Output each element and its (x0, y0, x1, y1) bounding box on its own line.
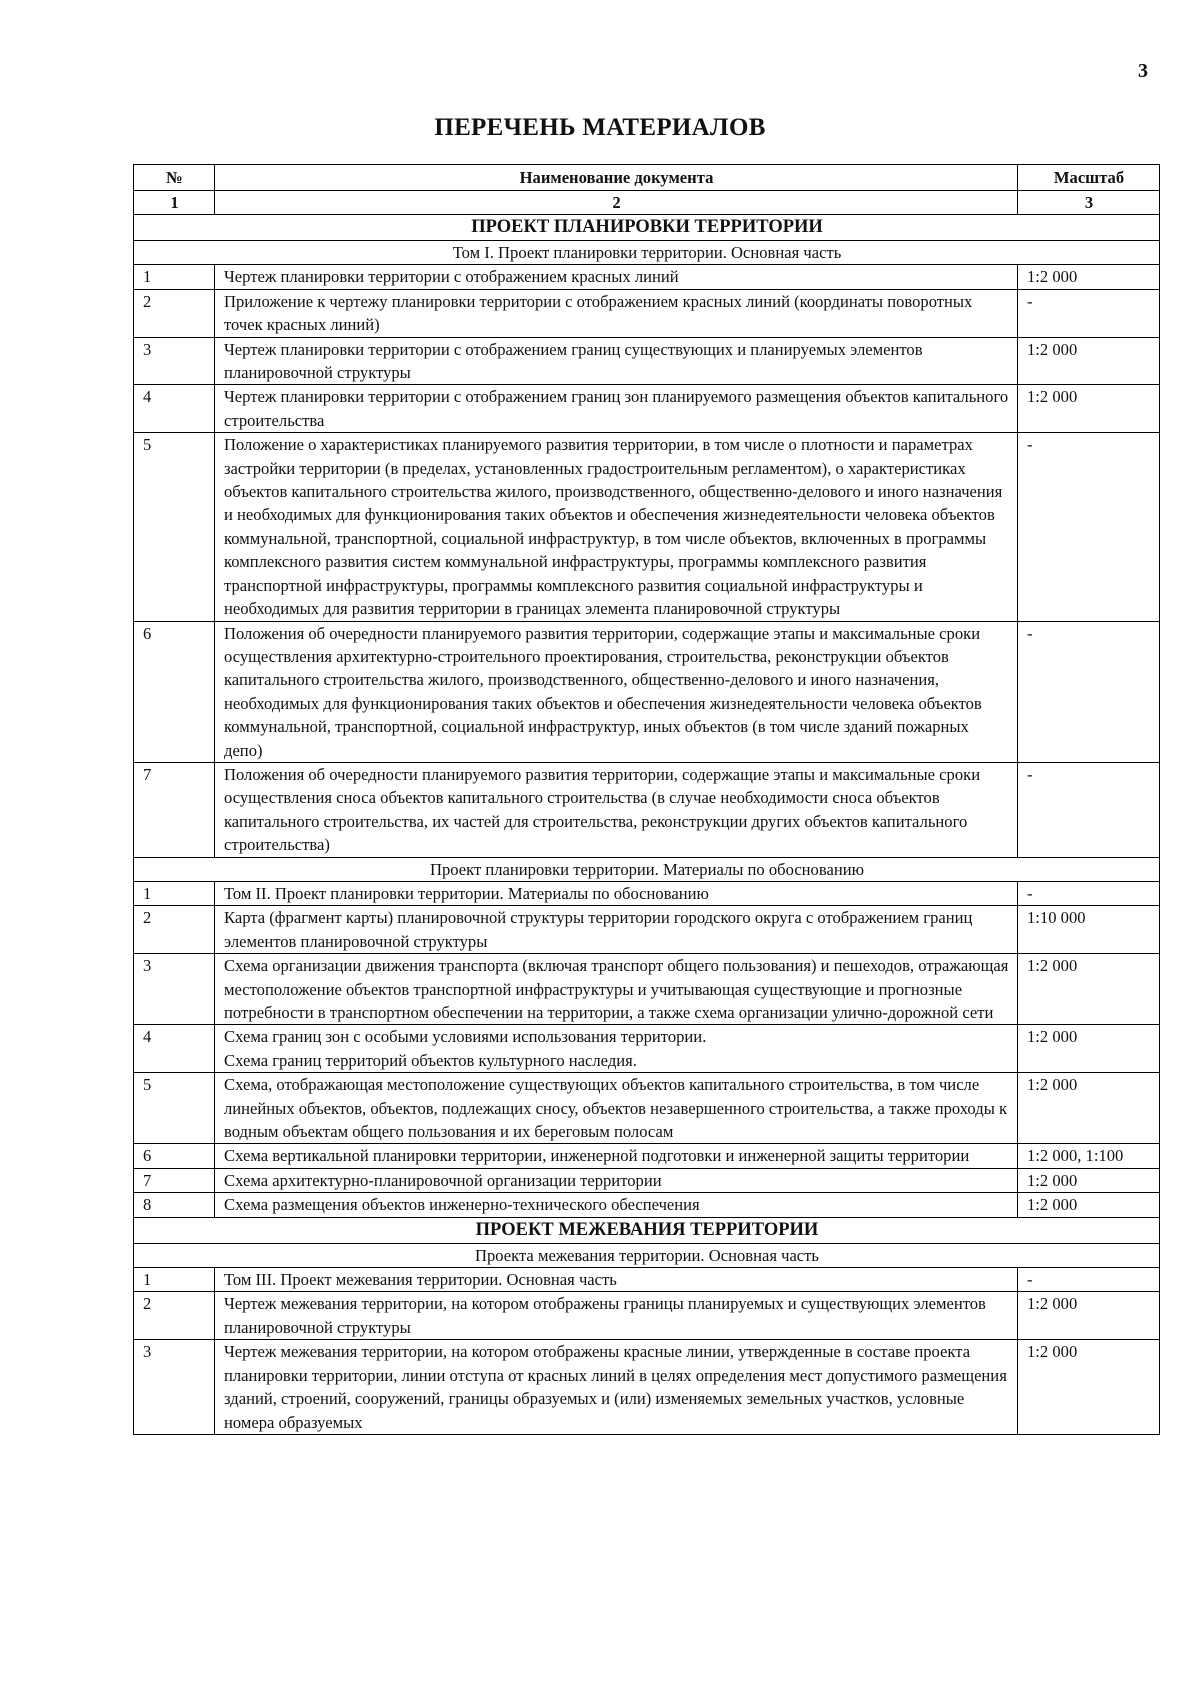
row-document-name-line: Схема границ зон с особыми условиями использования территории. (224, 1027, 707, 1047)
row-scale: 1:2 000 (1018, 265, 1160, 289)
row-document-name: Схема организации движения транспорта (включая транспорт общего пользования) и пешеходов, отражающая местоположение объектов транспортной инфраструктуры и учитывающая существующие и прогнозные потребности в транспортном обеспечении на территории, а также схема организации улично-дорожной сети (215, 954, 1018, 1025)
row-document-name-line: Схема границ территорий объектов культурного наследия. (224, 1050, 637, 1070)
table-row (134, 1025, 1160, 1073)
row-scale: - (1018, 433, 1160, 621)
row-number: 1 (134, 881, 215, 905)
subsection-row (134, 241, 1160, 265)
row-scale: 1:2 000 (1018, 1193, 1160, 1217)
table-row (134, 289, 1160, 337)
column-number-1: 1 (134, 191, 215, 215)
row-number: 3 (134, 954, 215, 1025)
column-number-row (134, 191, 1160, 215)
row-scale: - (1018, 762, 1160, 857)
row-document-name: Том III. Проект межевания территории. Основная часть (215, 1268, 1018, 1292)
row-scale: 1:2 000 (1018, 1340, 1160, 1435)
row-number: 6 (134, 1144, 215, 1168)
row-number: 3 (134, 1340, 215, 1435)
section-title-row (134, 1217, 1160, 1243)
subsection-title: Проекта межевания территории. Основная часть (134, 1243, 1160, 1267)
row-document-name: Чертеж межевания территории, на котором отображены красные линии, утвержденные в составе проекта планировки территории, линии отступа от красных линий в целях определения мест допустимого размещения зданий, строений, сооружений, границы образуемых и (или) изменяемых земельных участков, условные номера образуемых (215, 1340, 1018, 1435)
table-row (134, 1340, 1160, 1435)
table-row (134, 433, 1160, 621)
section-title-row (134, 215, 1160, 241)
table-row (134, 1144, 1160, 1168)
row-scale: 1:2 000 (1018, 337, 1160, 385)
row-scale: - (1018, 289, 1160, 337)
table-row (134, 265, 1160, 289)
section-title: ПРОЕКТ ПЛАНИРОВКИ ТЕРРИТОРИИ (134, 215, 1160, 241)
row-document-name: Чертеж межевания территории, на котором отображены границы планируемых и существующих элементов планировочной структуры (215, 1292, 1018, 1340)
row-number: 2 (134, 289, 215, 337)
row-number: 5 (134, 433, 215, 621)
row-document-name: Схема вертикальной планировки территории, инженерной подготовки и инженерной защиты территории (215, 1144, 1018, 1168)
table-row (134, 954, 1160, 1025)
subsection-row (134, 1243, 1160, 1267)
row-document-name: Положения об очередности планируемого развития территории, содержащие этапы и максимальные сроки осуществления архитектурно-строительного проектирования, строительства, реконструкции объектов капитального строительства жилого, производственного, общественно-делового и иного назначения, необходимых для функционирования таких объектов и обеспечения жизнедеятельности человека объектов коммунальной, транспортной, социальной инфраструктур, иных объектов (в том числе зданий пожарных депо) (215, 621, 1018, 762)
row-scale: 1:2 000 (1018, 1073, 1160, 1144)
row-number: 3 (134, 337, 215, 385)
section-title: ПРОЕКТ МЕЖЕВАНИЯ ТЕРРИТОРИИ (134, 1217, 1160, 1243)
subsection-row (134, 857, 1160, 881)
row-scale: - (1018, 1268, 1160, 1292)
table-row (134, 1168, 1160, 1192)
row-scale: 1:2 000 (1018, 1025, 1160, 1073)
row-number: 5 (134, 1073, 215, 1144)
row-document-name: Чертеж планировки территории с отображением границ существующих и планируемых элементов планировочной структуры (215, 337, 1018, 385)
row-number: 1 (134, 1268, 215, 1292)
table-row (134, 337, 1160, 385)
row-document-name: Чертеж планировки территории с отображением красных линий (215, 265, 1018, 289)
row-number: 2 (134, 906, 215, 954)
row-document-name: Схема, отображающая местоположение существующих объектов капитального строительства, в том числе линейных объектов, объектов, подлежащих сносу, объектов незавершенного строительства, а также проходы к водным объектам общего пользования и их береговым полосам (215, 1073, 1018, 1144)
materials-table (133, 164, 1160, 1435)
row-document-name: Чертеж планировки территории с отображением границ зон планируемого размещения объектов капитального строительства (215, 385, 1018, 433)
column-number-2: 2 (215, 191, 1018, 215)
subsection-title: Том I. Проект планировки территории. Основная часть (134, 241, 1160, 265)
page-number: 3 (1138, 60, 1148, 82)
table-row (134, 1292, 1160, 1340)
table-row (134, 1268, 1160, 1292)
row-scale: 1:2 000 (1018, 954, 1160, 1025)
table-header-row (134, 165, 1160, 191)
row-document-name: Схема размещения объектов инженерно-технического обеспечения (215, 1193, 1018, 1217)
row-number: 4 (134, 1025, 215, 1073)
table-row (134, 1073, 1160, 1144)
row-number: 7 (134, 762, 215, 857)
row-scale: - (1018, 881, 1160, 905)
row-document-name: Карта (фрагмент карты) планировочной структуры территории городского округа с отображением границ элементов планировочной структуры (215, 906, 1018, 954)
table-row (134, 385, 1160, 433)
row-number: 6 (134, 621, 215, 762)
row-number: 8 (134, 1193, 215, 1217)
row-document-name (215, 1025, 1018, 1073)
row-scale: 1:2 000, 1:100 (1018, 1144, 1160, 1168)
row-number: 4 (134, 385, 215, 433)
subsection-title: Проект планировки территории. Материалы по обоснованию (134, 857, 1160, 881)
row-scale: 1:10 000 (1018, 906, 1160, 954)
row-number: 7 (134, 1168, 215, 1192)
table-row (134, 762, 1160, 857)
row-scale: 1:2 000 (1018, 385, 1160, 433)
row-document-name: Том II. Проект планировки территории. Материалы по обоснованию (215, 881, 1018, 905)
table-row (134, 1193, 1160, 1217)
row-document-name: Схема архитектурно-планировочной организации территории (215, 1168, 1018, 1192)
row-scale: - (1018, 621, 1160, 762)
row-number: 2 (134, 1292, 215, 1340)
header-scale: Масштаб (1018, 165, 1160, 191)
row-document-name: Положения об очередности планируемого развития территории, содержащие этапы и максимальные сроки осуществления сноса объектов капитального строительства (в случае необходимости сноса объектов капитального строительства, их частей для строительства, реконструкции других объектов капитального строительства) (215, 762, 1018, 857)
header-document-name: Наименование документа (215, 165, 1018, 191)
table-row (134, 621, 1160, 762)
table-row (134, 906, 1160, 954)
row-document-name: Приложение к чертежу планировки территории с отображением красных линий (координаты поворотных точек красных линий) (215, 289, 1018, 337)
row-scale: 1:2 000 (1018, 1292, 1160, 1340)
row-number: 1 (134, 265, 215, 289)
table-row (134, 881, 1160, 905)
row-scale: 1:2 000 (1018, 1168, 1160, 1192)
document-title: ПЕРЕЧЕНЬ МАТЕРИАЛОВ (434, 114, 766, 141)
row-document-name: Положение о характеристиках планируемого развития территории, в том числе о плотности и параметрах застройки территории (в пределах, установленных градостроительным регламентом), о характеристиках объектов капитального строительства жилого, производственного, общественно-делового и иного назначения и необходимых для функционирования таких объектов и обеспечения жизнедеятельности человека объектов коммунальной, транспортной, социальной инфраструктур, в том числе объектов, включенных в программы комплексного развития систем коммунальной инфраструктуры, программы комплексного развития транспортной инфраструктуры, программы комплексного развития социальной инфраструктуры и необходимых для развития территории в границах элемента планировочной структуры (215, 433, 1018, 621)
column-number-3: 3 (1018, 191, 1160, 215)
header-number: № (134, 165, 215, 191)
